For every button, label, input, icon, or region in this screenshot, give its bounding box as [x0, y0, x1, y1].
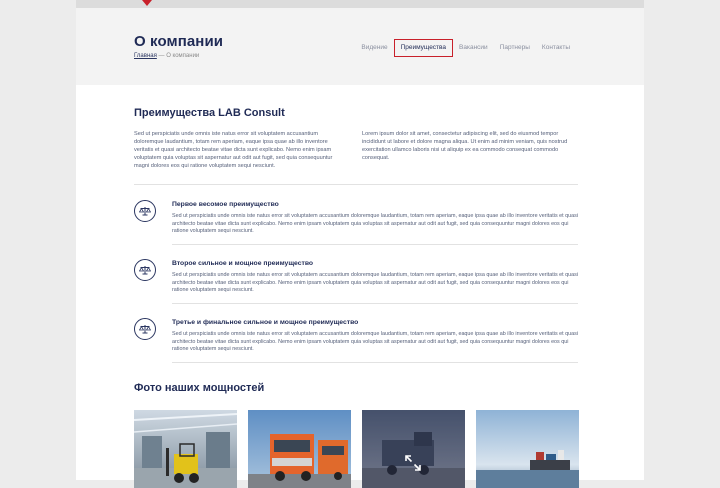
page-title: О компании: [134, 33, 224, 50]
advantage-item: [134, 318, 578, 364]
intro-text-left: Sed ut perspiciatis unde omnis iste natus error sit voluptatem accusantium doloremque laudantium, totam rem aperiam, eaque ipsa quae ab illo inventore veritatis et quasi architecto beatae vitae dicta sunt explicabo. Nemo enim ipsam voluptatem quia voluptas sit aspernatur aut odit aut fugit, sed quia consequuntur magni dolores eos qui ratione voluptatem sequi nesciunt.: [134, 131, 333, 169]
advantage-item: [134, 200, 578, 246]
subnav-item-advantages[interactable]: Преимущества: [394, 39, 453, 57]
advantage-divider: [172, 244, 578, 245]
advantages-section-title: Преимущества LAB Consult: [134, 107, 285, 119]
advantage-item: [134, 259, 578, 305]
advantage-title: Первое весомое преимущество: [172, 201, 279, 208]
photo-truck-dusk[interactable]: [362, 410, 465, 488]
subnav-item-vision[interactable]: Видение: [361, 44, 388, 51]
photo-cargo-ship[interactable]: [476, 410, 579, 488]
scales-icon: [134, 318, 156, 340]
advantage-text: Sed ut perspiciatis unde omnis iste natus error sit voluptatem accusantium doloremque laudantium, totam rem aperiam, eaque ipsa quae ab illo inventore veritatis et quasi architecto beatae vitae dicta sunt explicabo. Nemo enim ipsam voluptatem quia voluptas sit aspernatur aut odit aut fugit, sed quia consequuntur magni dolores eos qui ratione voluptatem sequi nesciunt.: [172, 331, 579, 353]
subnav-item-partners[interactable]: Партнеры: [499, 44, 530, 51]
expand-icon[interactable]: [402, 452, 424, 474]
scales-icon: [134, 259, 156, 281]
section-divider: [134, 184, 578, 185]
advantage-text: Sed ut perspiciatis unde omnis iste natus error sit voluptatem accusantium doloremque laudantium, totam rem aperiam, eaque ipsa quae ab illo inventore veritatis et quasi architecto beatae vitae dicta sunt explicabo. Nemo enim ipsam voluptatem quia voluptas sit aspernatur aut odit aut fugit, sed quia consequuntur magni dolores eos qui ratione voluptatem sequi nesciunt.: [172, 272, 579, 294]
page-content: [76, 8, 644, 480]
subnav-item-vacancies[interactable]: Вакансии: [459, 44, 488, 51]
advantage-text: Sed ut perspiciatis unde omnis iste natus error sit voluptatem accusantium doloremque laudantium, totam rem aperiam, eaque ipsa quae ab illo inventore veritatis et quasi architecto beatae vitae dicta sunt explicabo. Nemo enim ipsam voluptatem quia voluptas sit aspernatur aut odit aut fugit, sed quia consequuntur magni dolores eos qui ratione voluptatem sequi nesciunt.: [172, 213, 579, 235]
breadcrumb-home-link[interactable]: Главная: [134, 53, 157, 59]
page-header: [76, 8, 644, 85]
photo-trucks[interactable]: [248, 410, 351, 488]
intro-text-right: Lorem ipsum dolor sit amet, consectetur adipiscing elit, sed do eiusmod tempor incididunt ut labore et dolore magna aliqua. Ut enim ad minim veniam, quis nostrud exercitation ullamco laboris nisi ut aliquip ex ea commodo consequat commodo consequat.: [362, 131, 568, 161]
top-bar: [76, 0, 644, 8]
breadcrumb: [134, 53, 199, 59]
advantage-divider: [172, 303, 578, 304]
photo-forklift-warehouse[interactable]: [134, 410, 237, 488]
advantage-title: Второе сильное и мощное преимущество: [172, 260, 314, 267]
section-subnav: [355, 39, 576, 57]
breadcrumb-separator: —: [156, 53, 167, 59]
breadcrumb-current: О компании: [166, 53, 200, 59]
photos-section-title: Фото наших мощностей: [134, 382, 265, 394]
subnav-item-contacts[interactable]: Контакты: [541, 44, 570, 51]
scales-icon: [134, 200, 156, 222]
advantage-title: Третье и финальное сильное и мощное преимущество: [172, 319, 359, 326]
advantage-divider: [172, 362, 578, 363]
